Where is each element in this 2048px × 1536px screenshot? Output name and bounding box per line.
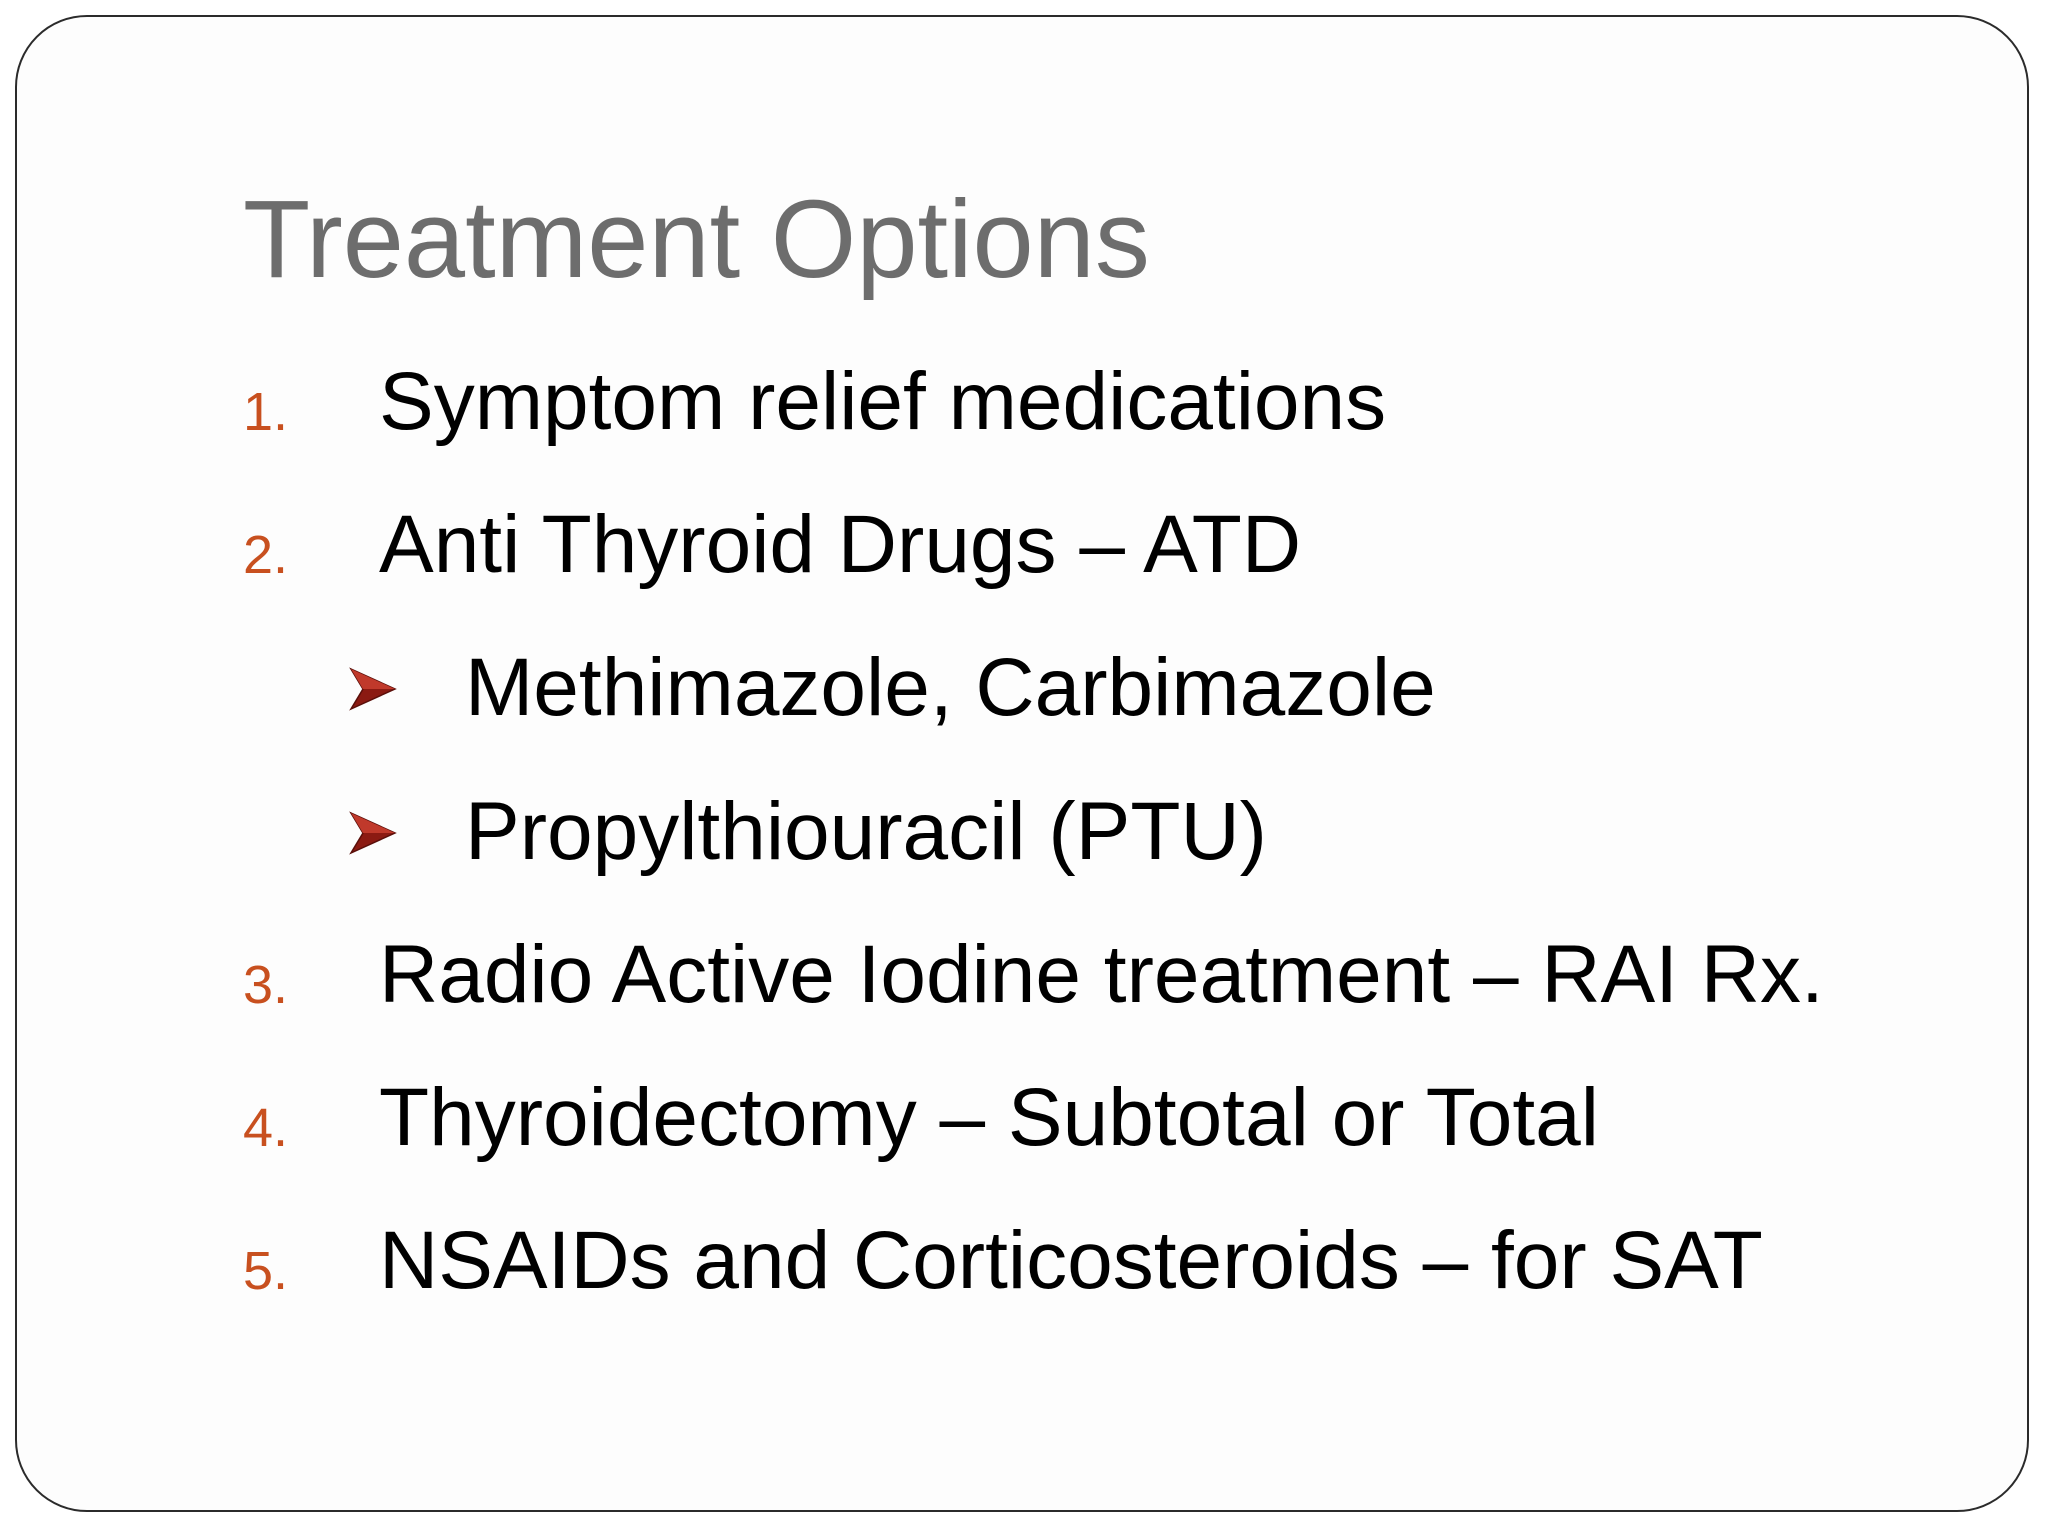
sub-list-text: Propylthiouracil (PTU) bbox=[465, 786, 1267, 877]
list-number: 2. bbox=[243, 525, 289, 585]
sub-list-text: Methimazole, Carbimazole bbox=[465, 642, 1436, 733]
arrowhead-bullet-icon bbox=[349, 665, 397, 713]
list-text: Thyroidectomy – Subtotal or Total bbox=[379, 1072, 1599, 1163]
list-text: Symptom relief medications bbox=[379, 356, 1387, 447]
list-number: 5. bbox=[243, 1241, 289, 1301]
list-text: Radio Active Iodine treatment – RAI Rx. bbox=[379, 929, 1824, 1020]
list-number: 3. bbox=[243, 955, 289, 1015]
slide-title: Treatment Options bbox=[243, 178, 1150, 301]
slide-frame bbox=[15, 15, 2029, 1512]
arrowhead-bullet-icon bbox=[349, 809, 397, 857]
list-number: 1. bbox=[243, 382, 289, 442]
list-text: NSAIDs and Corticosteroids – for SAT bbox=[379, 1215, 1763, 1306]
list-number: 4. bbox=[243, 1098, 289, 1158]
list-text: Anti Thyroid Drugs – ATD bbox=[379, 499, 1302, 590]
